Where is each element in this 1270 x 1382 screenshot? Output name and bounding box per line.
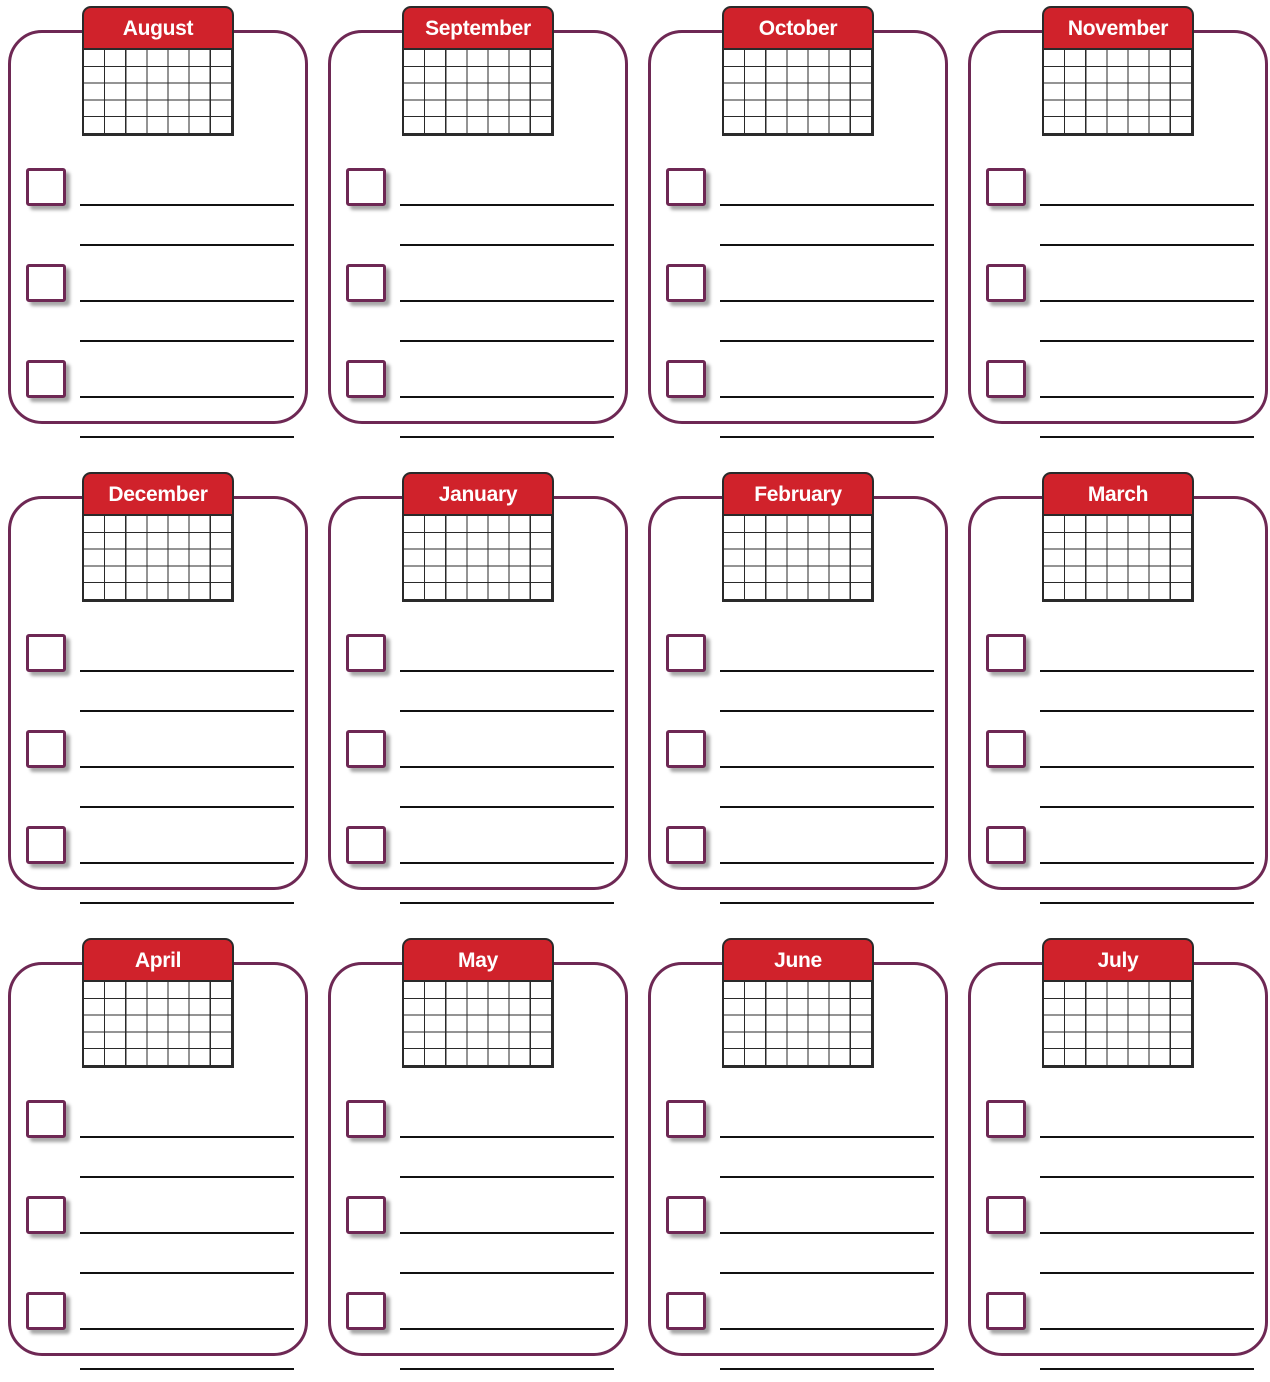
- write-line[interactable]: [400, 396, 614, 398]
- task-item: [8, 730, 308, 810]
- write-line[interactable]: [80, 806, 294, 808]
- write-line[interactable]: [80, 1328, 294, 1330]
- month-title: January: [402, 472, 554, 514]
- calendar-icon: [722, 938, 874, 1066]
- write-line[interactable]: [400, 340, 614, 342]
- task-item: [8, 1100, 308, 1180]
- task-checkbox[interactable]: [666, 634, 706, 672]
- write-line[interactable]: [400, 806, 614, 808]
- task-item: [968, 1196, 1268, 1276]
- calendar-icon: [82, 6, 234, 134]
- write-line[interactable]: [720, 1176, 934, 1178]
- write-line[interactable]: [1040, 436, 1254, 438]
- write-line[interactable]: [80, 1136, 294, 1138]
- write-line[interactable]: [400, 862, 614, 864]
- write-line[interactable]: [80, 902, 294, 904]
- calendar-icon: [1042, 472, 1194, 600]
- write-line[interactable]: [400, 436, 614, 438]
- month-card: [8, 6, 308, 424]
- task-item: [648, 634, 948, 714]
- task-checkbox[interactable]: [986, 634, 1026, 672]
- write-line[interactable]: [720, 902, 934, 904]
- calendar-grid: [82, 514, 234, 602]
- calendar-grid: [82, 980, 234, 1068]
- task-item: [328, 264, 628, 344]
- write-line[interactable]: [400, 766, 614, 768]
- write-line[interactable]: [1040, 244, 1254, 246]
- month-card: [328, 472, 628, 890]
- task-item: [328, 1292, 628, 1372]
- task-checkbox[interactable]: [666, 1292, 706, 1330]
- write-line[interactable]: [400, 670, 614, 672]
- calendar-grid: [1042, 48, 1194, 136]
- write-line[interactable]: [720, 340, 934, 342]
- write-line[interactable]: [400, 1136, 614, 1138]
- write-line[interactable]: [80, 396, 294, 398]
- write-line[interactable]: [400, 1272, 614, 1274]
- task-item: [328, 1196, 628, 1276]
- write-line[interactable]: [80, 766, 294, 768]
- task-item: [648, 360, 948, 440]
- calendar-grid: [1042, 980, 1194, 1068]
- write-line[interactable]: [720, 436, 934, 438]
- task-checkbox[interactable]: [986, 1292, 1026, 1330]
- calendar-grid: [1042, 514, 1194, 602]
- task-checkbox[interactable]: [666, 360, 706, 398]
- task-item: [8, 1292, 308, 1372]
- month-card: [968, 472, 1268, 890]
- task-checkbox[interactable]: [986, 730, 1026, 768]
- task-checkbox[interactable]: [346, 168, 386, 206]
- month-title: August: [82, 6, 234, 48]
- month-card: [968, 6, 1268, 424]
- task-item: [968, 634, 1268, 714]
- write-line[interactable]: [80, 1272, 294, 1274]
- calendar-grid: [722, 48, 874, 136]
- write-line[interactable]: [1040, 1232, 1254, 1234]
- month-card: [648, 938, 948, 1356]
- calendar-icon: [1042, 6, 1194, 134]
- task-checkbox[interactable]: [26, 168, 66, 206]
- calendar-grid: [402, 48, 554, 136]
- write-line[interactable]: [400, 204, 614, 206]
- write-line[interactable]: [1040, 766, 1254, 768]
- task-checkbox[interactable]: [666, 264, 706, 302]
- task-checkbox[interactable]: [346, 826, 386, 864]
- task-item: [8, 264, 308, 344]
- task-item: [8, 634, 308, 714]
- month-title: December: [82, 472, 234, 514]
- task-checkbox[interactable]: [666, 1196, 706, 1234]
- task-item: [8, 360, 308, 440]
- task-item: [968, 730, 1268, 810]
- calendar-grid: [402, 980, 554, 1068]
- write-line[interactable]: [720, 244, 934, 246]
- task-item: [968, 360, 1268, 440]
- write-line[interactable]: [720, 806, 934, 808]
- task-checkbox[interactable]: [26, 264, 66, 302]
- write-line[interactable]: [1040, 1136, 1254, 1138]
- month-title: May: [402, 938, 554, 980]
- write-line[interactable]: [80, 670, 294, 672]
- write-line[interactable]: [80, 244, 294, 246]
- calendar-icon: [402, 6, 554, 134]
- task-checkbox[interactable]: [666, 1100, 706, 1138]
- calendar-grid: [402, 514, 554, 602]
- write-line[interactable]: [720, 1368, 934, 1370]
- write-line[interactable]: [400, 300, 614, 302]
- write-line[interactable]: [1040, 1176, 1254, 1178]
- write-line[interactable]: [80, 710, 294, 712]
- write-line[interactable]: [1040, 1368, 1254, 1370]
- month-card: [8, 472, 308, 890]
- task-checkbox[interactable]: [986, 1196, 1026, 1234]
- task-checkbox[interactable]: [346, 730, 386, 768]
- write-line[interactable]: [1040, 340, 1254, 342]
- task-item: [328, 826, 628, 906]
- task-item: [968, 826, 1268, 906]
- month-title: February: [722, 472, 874, 514]
- task-item: [8, 826, 308, 906]
- write-line[interactable]: [80, 1368, 294, 1370]
- write-line[interactable]: [1040, 1328, 1254, 1330]
- calendar-grid: [722, 980, 874, 1068]
- write-line[interactable]: [80, 436, 294, 438]
- task-checkbox[interactable]: [986, 1100, 1026, 1138]
- task-item: [328, 730, 628, 810]
- task-item: [328, 1100, 628, 1180]
- task-checkbox[interactable]: [346, 1292, 386, 1330]
- write-line[interactable]: [720, 670, 934, 672]
- write-line[interactable]: [80, 1176, 294, 1178]
- calendar-icon: [402, 938, 554, 1066]
- write-line[interactable]: [400, 1232, 614, 1234]
- write-line[interactable]: [720, 1272, 934, 1274]
- write-line[interactable]: [80, 204, 294, 206]
- task-checkbox[interactable]: [666, 730, 706, 768]
- task-item: [648, 264, 948, 344]
- calendar-icon: [82, 472, 234, 600]
- write-line[interactable]: [1040, 1272, 1254, 1274]
- month-card: [968, 938, 1268, 1356]
- task-item: [648, 168, 948, 248]
- write-line[interactable]: [80, 340, 294, 342]
- task-checkbox[interactable]: [26, 1292, 66, 1330]
- task-item: [328, 360, 628, 440]
- task-checkbox[interactable]: [986, 826, 1026, 864]
- write-line[interactable]: [720, 710, 934, 712]
- month-card: [648, 472, 948, 890]
- write-line[interactable]: [720, 766, 934, 768]
- task-checkbox[interactable]: [986, 264, 1026, 302]
- write-line[interactable]: [80, 300, 294, 302]
- task-checkbox[interactable]: [26, 730, 66, 768]
- write-line[interactable]: [720, 1328, 934, 1330]
- month-title: April: [82, 938, 234, 980]
- write-line[interactable]: [1040, 204, 1254, 206]
- task-checkbox[interactable]: [346, 264, 386, 302]
- task-item: [8, 168, 308, 248]
- task-checkbox[interactable]: [26, 826, 66, 864]
- calendar-icon: [402, 472, 554, 600]
- write-line[interactable]: [720, 1232, 934, 1234]
- task-item: [328, 168, 628, 248]
- task-checkbox[interactable]: [26, 1196, 66, 1234]
- task-item: [648, 1292, 948, 1372]
- calendar-grid: [722, 514, 874, 602]
- write-line[interactable]: [400, 244, 614, 246]
- calendar-icon: [1042, 938, 1194, 1066]
- task-checkbox[interactable]: [986, 168, 1026, 206]
- write-line[interactable]: [400, 902, 614, 904]
- write-line[interactable]: [720, 204, 934, 206]
- write-line[interactable]: [400, 710, 614, 712]
- write-line[interactable]: [1040, 670, 1254, 672]
- write-line[interactable]: [1040, 902, 1254, 904]
- task-checkbox[interactable]: [346, 634, 386, 672]
- calendar-grid: [82, 48, 234, 136]
- calendar-icon: [722, 6, 874, 134]
- write-line[interactable]: [400, 1328, 614, 1330]
- month-title: November: [1042, 6, 1194, 48]
- month-title: March: [1042, 472, 1194, 514]
- write-line[interactable]: [80, 1232, 294, 1234]
- task-item: [328, 634, 628, 714]
- task-checkbox[interactable]: [346, 360, 386, 398]
- task-item: [648, 730, 948, 810]
- task-item: [648, 826, 948, 906]
- month-title: September: [402, 6, 554, 48]
- task-item: [968, 1292, 1268, 1372]
- task-checkbox[interactable]: [26, 1100, 66, 1138]
- write-line[interactable]: [1040, 396, 1254, 398]
- month-title: June: [722, 938, 874, 980]
- task-checkbox[interactable]: [666, 168, 706, 206]
- write-line[interactable]: [720, 300, 934, 302]
- task-checkbox[interactable]: [26, 360, 66, 398]
- task-checkbox[interactable]: [346, 1196, 386, 1234]
- write-line[interactable]: [400, 1176, 614, 1178]
- write-line[interactable]: [1040, 300, 1254, 302]
- month-title: July: [1042, 938, 1194, 980]
- month-card: [328, 938, 628, 1356]
- task-checkbox[interactable]: [26, 634, 66, 672]
- task-checkbox[interactable]: [666, 826, 706, 864]
- write-line[interactable]: [720, 396, 934, 398]
- write-line[interactable]: [720, 1136, 934, 1138]
- write-line[interactable]: [1040, 806, 1254, 808]
- write-line[interactable]: [1040, 862, 1254, 864]
- task-checkbox[interactable]: [986, 360, 1026, 398]
- write-line[interactable]: [1040, 710, 1254, 712]
- month-title: October: [722, 6, 874, 48]
- month-card: [328, 6, 628, 424]
- write-line[interactable]: [400, 1368, 614, 1370]
- task-checkbox[interactable]: [346, 1100, 386, 1138]
- task-item: [968, 168, 1268, 248]
- calendar-icon: [82, 938, 234, 1066]
- calendar-icon: [722, 472, 874, 600]
- task-item: [968, 1100, 1268, 1180]
- month-card: [648, 6, 948, 424]
- task-item: [648, 1196, 948, 1276]
- task-item: [648, 1100, 948, 1180]
- write-line[interactable]: [720, 862, 934, 864]
- month-card: [8, 938, 308, 1356]
- task-item: [968, 264, 1268, 344]
- task-item: [8, 1196, 308, 1276]
- write-line[interactable]: [80, 862, 294, 864]
